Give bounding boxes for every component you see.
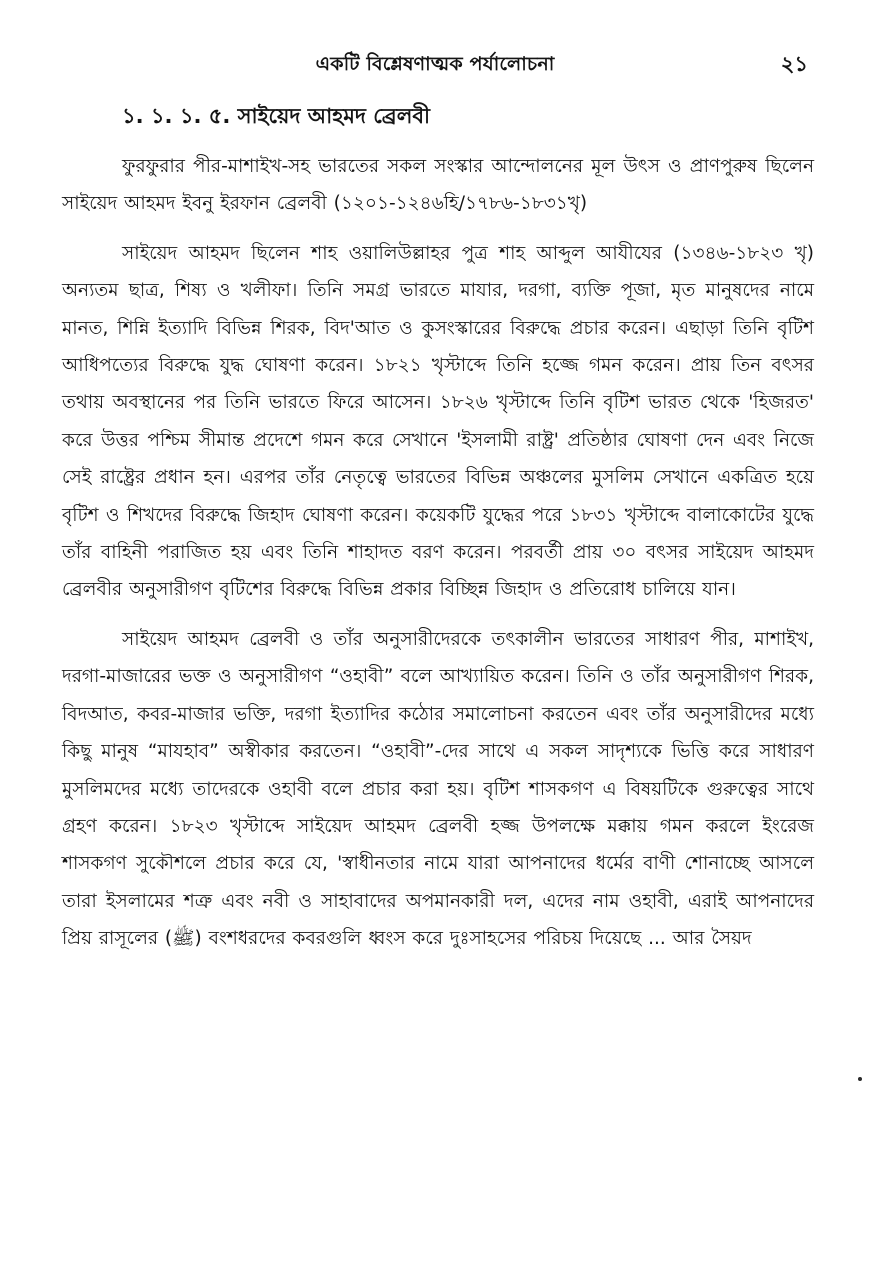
page-number: ২১ [780,52,808,76]
running-head [0,46,870,82]
running-title: একটি বিশ্লেষণাত্মক পর্যালোচনা [315,53,555,75]
paragraph-biography: সাইয়েদ আহমদ ছিলেন শাহ ওয়ালিউল্লাহর পুত্র শাহ আব্দুল আযীযের (১৩৪৬-১৮২৩ খৃ) অন্যতম ছাত্র, শিষ্য ও খলীফা। তিনি সমগ্র ভারতে মাযার, দরগা, ব্যক্তি পূজা, মৃত মানুষদের নামে মানত, শিন্নি ইত্যাদি বিভিন্ন শিরক, বিদ'আত ও কুসংস্কারের বিরুদ্ধে প্রচার করেন। এছাড়া তিনি বৃটিশ আধিপত্যের বিরুদ্ধে যুদ্ধ ঘোষণা করেন। ১৮২১ খৃস্টাব্দে তিনি হজ্জে গমন করেন। প্রায় তিন বৎসর তথায় অবস্থানের পর তিনি ভারতে ফিরে আসেন। ১৮২৬ খৃস্টাব্দে তিনি বৃটিশ ভারত থেকে 'হিজরত' করে উত্তর পশ্চিম সীমান্ত প্রদেশে গমন করে সেখানে 'ইসলামী রাষ্ট্র' প্রতিষ্ঠার ঘোষণা দেন এবং নিজে সেই রাষ্ট্রের প্রধান হন। এরপর তাঁর নেতৃত্বে ভারতের বিভিন্ন অঞ্চলের মুসলিম সেখানে একত্রিত হয়ে বৃটিশ ও শিখদের বিরুদ্ধে জিহাদ ঘোষণা করেন। কয়েকটি যুদ্ধের পরে ১৮৩১ খৃস্টাব্দে বালাকোটের যুদ্ধে তাঁর বাহিনী পরাজিত হয় এবং তিনি শাহাদত বরণ করেন। পরবর্তী প্রায় ৩০ বৎসর সাইয়েদ আহমদ ব্রেলবীর অনুসারীগণ বৃটিশের বিরুদ্ধে বিভিন্ন প্রকার বিচ্ছিন্ন জিহাদ ও প্রতিরোধ চালিয়ে যান। [62,242,814,601]
paragraph-intro: ফুরফুরার পীর-মাশাইখ-সহ ভারতের সকল সংস্কার আন্দোলনের মূল উৎস ও প্রাণপুরুষ ছিলেন সাইয়েদ আহমদ ইবনু ইরফান ব্রেলবী (১২০১-১২৪৬হি/১৭৮৬-১৮৩১খৃ) [62,156,814,215]
section-heading: ১. ১. ১. ৫. সাইয়েদ আহমদ ব্রেলবী [122,104,431,128]
scan-speck [858,1077,862,1081]
paragraph-wahhabi-label: সাইয়েদ আহমদ ব্রেলবী ও তাঁর অনুসারীদেরকে তৎকালীন ভারতের সাধারণ পীর, মাশাইখ, দরগা-মাজারের ভক্ত ও অনুসারীগণ “ওহাবী” বলে আখ্যায়িত করেন। তিনি ও তাঁর অনুসারীগণ শিরক, বিদআত, কবর-মাজার ভক্তি, দরগা ইত্যাদির কঠোর সমালোচনা করতেন এবং তাঁর অনুসারীদের মধ্যে কিছু মানুষ “মাযহাব” অস্বীকার করতেন। “ওহাবী”-দের সাথে এ সকল সাদৃশ্যকে ভিত্তি করে সাধারণ মুসলিমদের মধ্যে তাদেরকে ওহাবী বলে প্রচার করা হয়। বৃটিশ শাসকগণ এ বিষয়টিকে গুরুত্বের সাথে গ্রহণ করেন। ১৮২৩ খৃস্টাব্দে সাইয়েদ আহমদ ব্রেলবী হজ্জ উপলক্ষে মক্কায় গমন করলে ইংরেজ শাসকগণ সুকৌশলে প্রচার করে যে, 'স্বাধীনতার নামে যারা আপনাদের ধর্মের বাণী শোনাচ্ছে আসলে তারা ইসলামের শত্রু এবং নবী ও সাহাবাদের অপমানকারী দল, এদের নাম ওহাবী, এরাই আপনাদের প্রিয় রাসূলের (ﷺ) বংশধরদের কবরগুলি ধ্বংস করে দুঃসাহসের পরিচয় দিয়েছে ... আর সৈয়দ [62,628,814,950]
body-text [62,148,814,970]
